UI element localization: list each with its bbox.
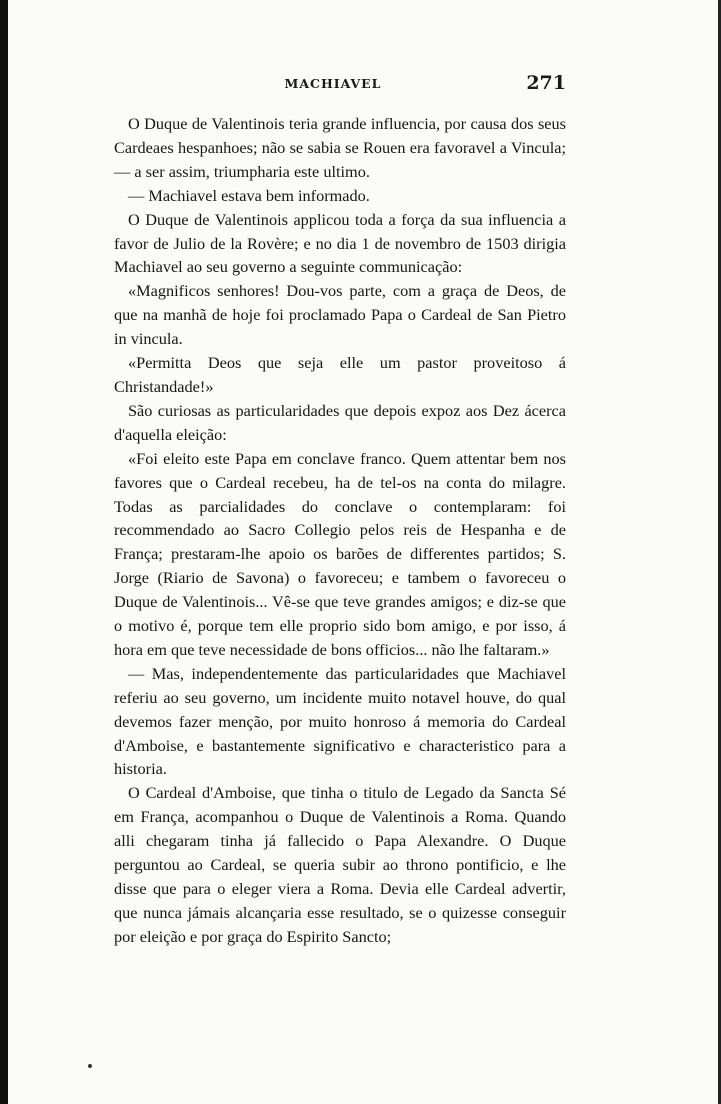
paragraph: — Mas, independentemente das particularidades que Machiavel referiu ao seu governo, um incidente muito notavel houve, do qual devemos fazer menção, por muito honroso á memoria do Cardeal d'Amboise, e bastantemente significativo e characteristico para a historia. xyxy=(114,663,566,779)
paragraph: O Cardeal d'Amboise, que tinha o titulo de Legado da Sancta Sé em França, acompanhou o Duque de Valentinois a Roma. Quando alli chegaram tinha já fallecido o Papa Alexandre. O Duque perguntou ao Cardeal, se queria subir ao throno pontificio, e lhe disse que para o eleger viera a Roma. Devia elle Cardeal advertir, que nunca jámais alcançaria esse resultado, se o quizesse conseguir por eleição e por graça do Espirito Sancto; xyxy=(114,783,566,946)
scan-left-edge xyxy=(0,0,8,1104)
page-number: 271 xyxy=(526,72,566,94)
book-page xyxy=(8,0,718,1104)
paragraph: O Duque de Valentinois teria grande influencia, por causa dos seus Cardeaes hespanhoes; não se sabia se Rouen era favoravel a Vincula;— a ser assim, triumpharia este ultimo. xyxy=(114,114,566,181)
paragraph: São curiosas as particularidades que depois expoz aos Dez ácerca d'aquella eleição: xyxy=(114,400,566,444)
body-text xyxy=(114,112,566,949)
paragraph: O Duque de Valentinois applicou toda a força da sua influencia a favor de Julio de la Rovère; e no dia 1 de novembro de 1503 dirigia Machiavel ao seu governo a seguinte communicação: xyxy=(114,209,566,277)
paragraph: «Magnificos senhores! Dou-vos parte, com a graça de Deos, de que na manhã de hoje foi proclamado Papa o Cardeal de San Pietro in vincula. xyxy=(114,281,566,349)
paragraph: — Machiavel estava bem informado. xyxy=(128,185,370,205)
running-head xyxy=(100,72,566,96)
paragraph: «Foi eleito este Papa em conclave franco. Quem attentar bem nos favores que o Cardeal recebeu, ha de tel-os na conta do milagre. Todas as parcialidades do conclave o contemplaram: foi recommendado ao Sacro Collegio pelos reis de Hespanha e de França; prestaram-lhe apoio os barões de differentes partidos; S. Jorge (Riario de Savona) o favoreceu; e tambem o favoreceu o Duque de Valentinois... Vê-se que teve grandes amigos; e diz-se que o motivo é, porque tem elle proprio sido bom amigo, e por isso, á hora em que teve necessidade de bons officios... não lhe faltaram.» xyxy=(114,448,566,659)
paragraph: «Permitta Deos que seja elle um pastor proveitoso á Christandade!» xyxy=(114,353,566,396)
running-title: MACHIAVEL xyxy=(284,76,382,91)
ink-spot xyxy=(88,1064,92,1068)
